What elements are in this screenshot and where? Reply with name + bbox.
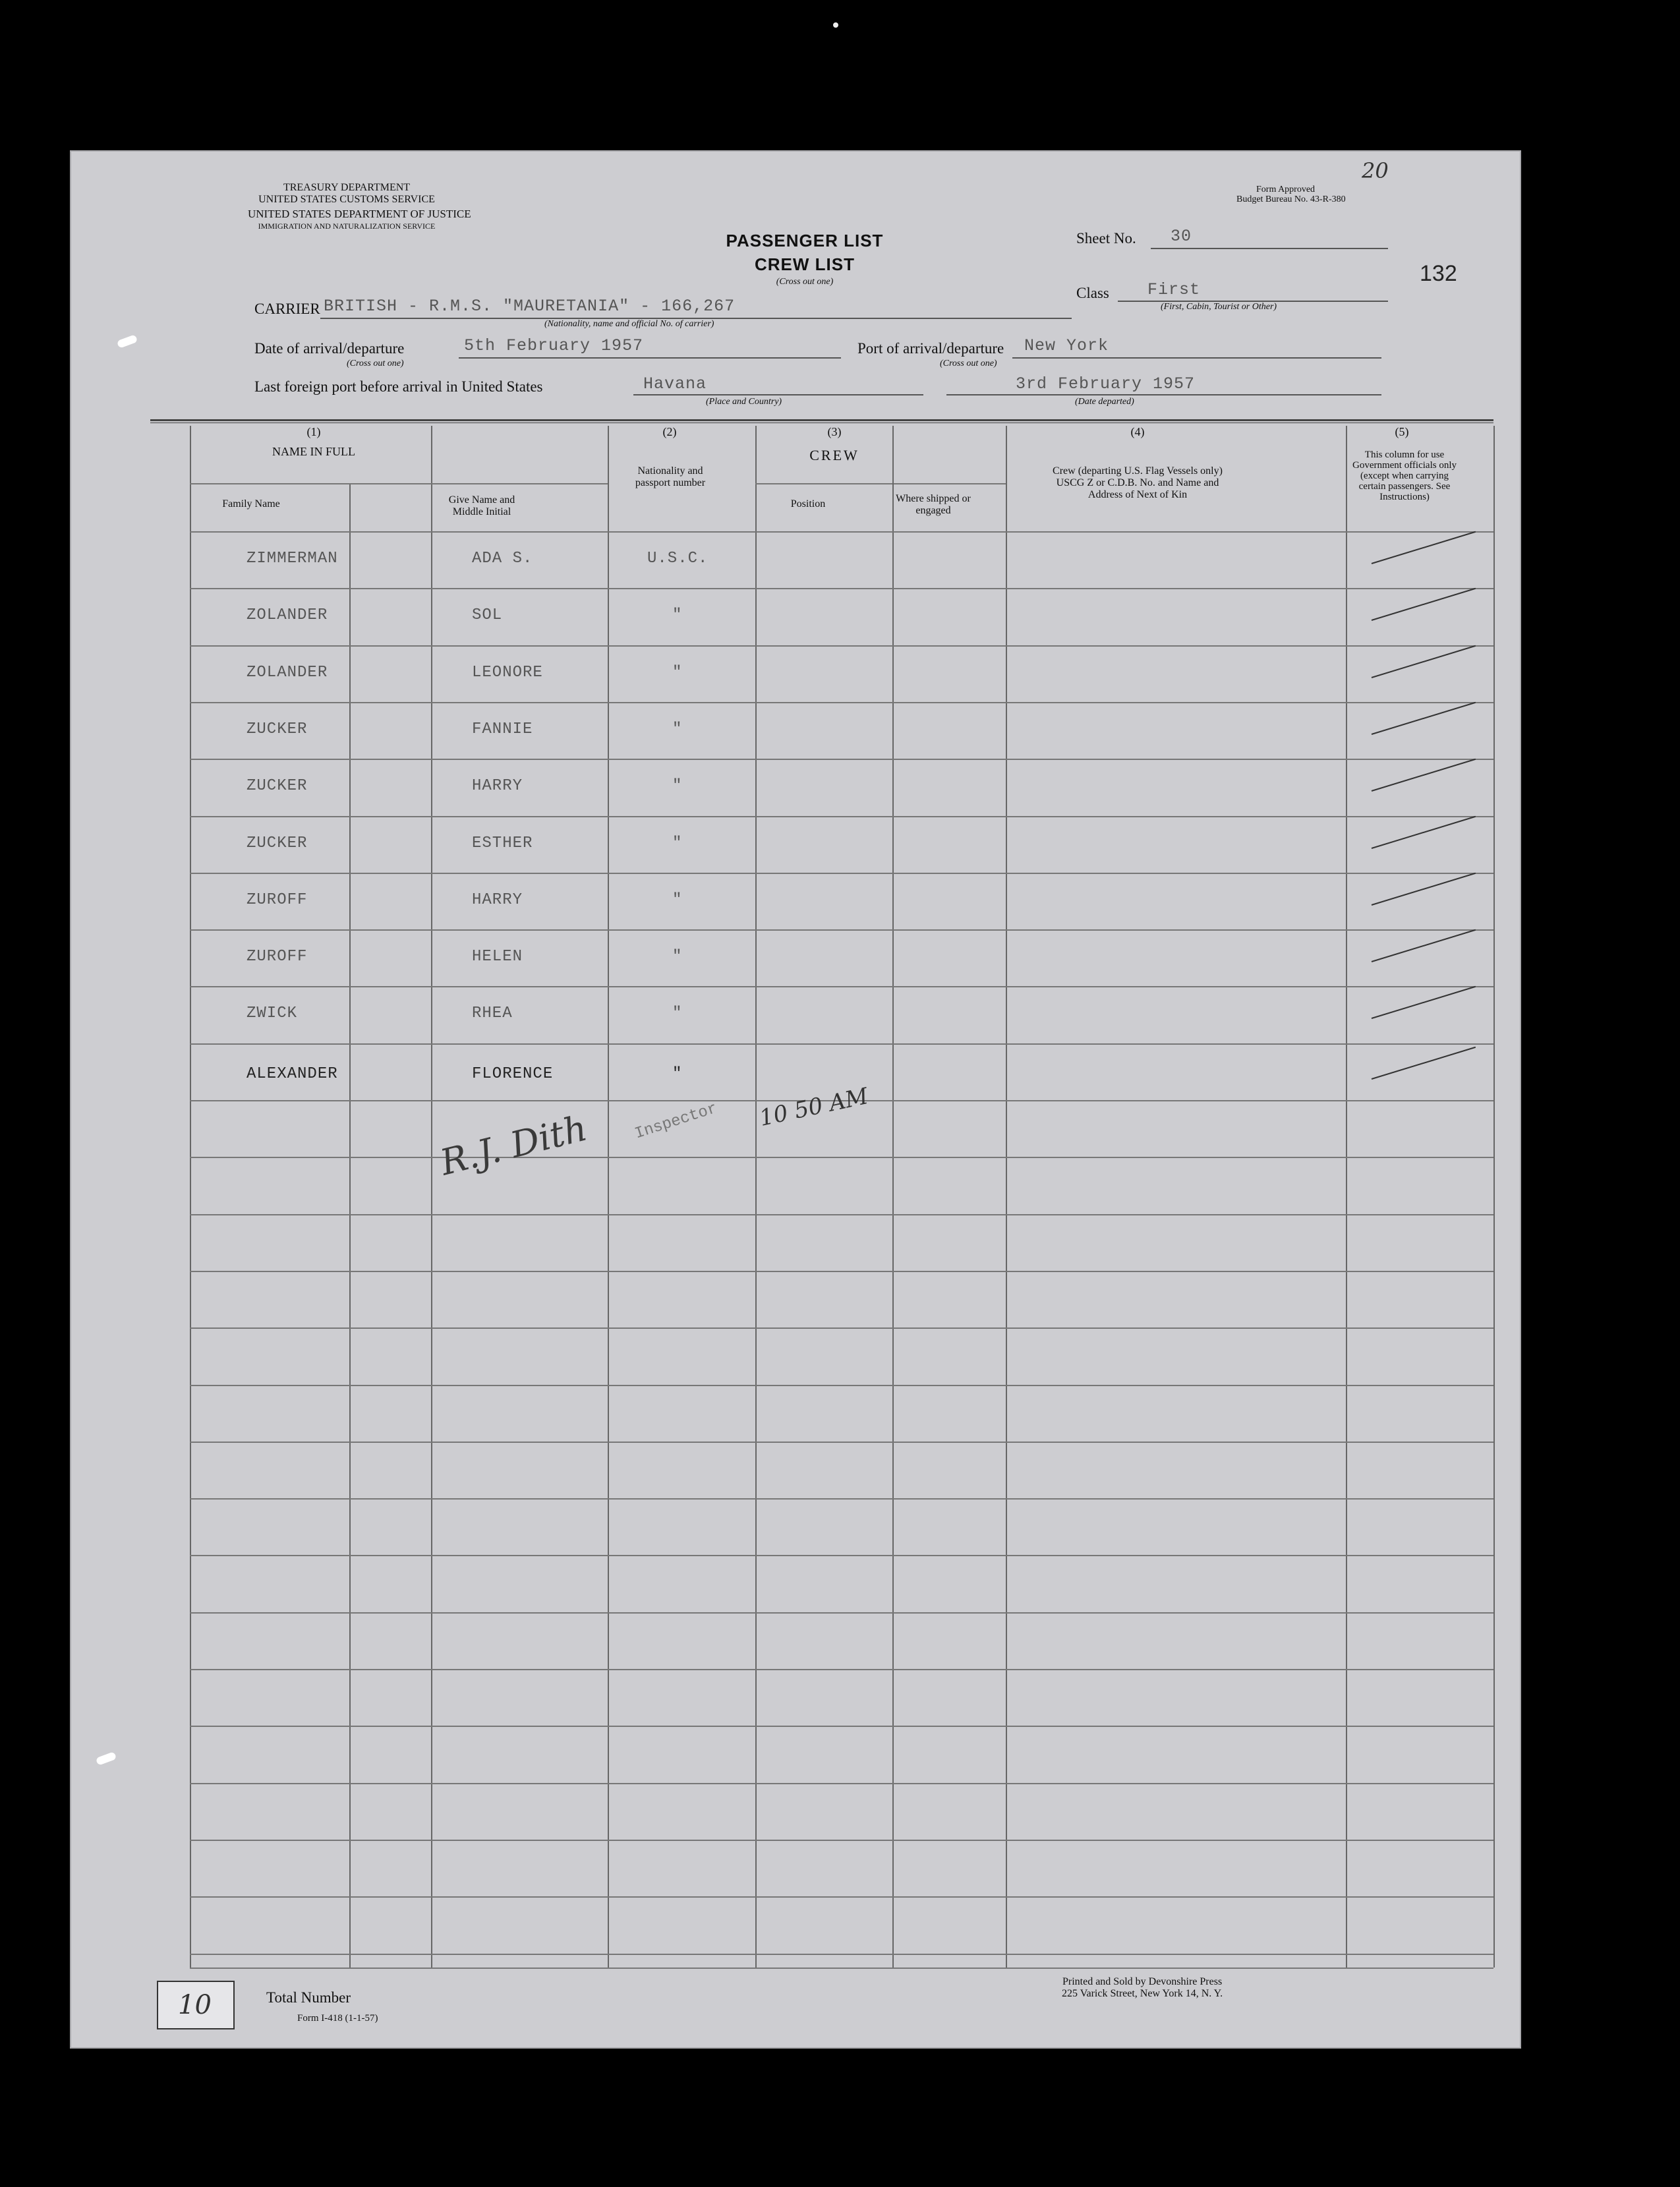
nationality-cell: " (672, 720, 683, 738)
port-value: New York (1024, 336, 1109, 355)
official-check-mark (1372, 588, 1476, 621)
printer-line-1: Printed and Sold by Devonshire Press (1062, 1976, 1223, 1987)
arrival-date-value: 5th February 1957 (464, 336, 644, 355)
row-rule (190, 1157, 1493, 1158)
official-check-mark (1372, 873, 1476, 906)
passenger-list-title: PASSENGER LIST (726, 231, 884, 250)
row-rule (190, 816, 1493, 817)
column-divider (892, 483, 894, 1968)
budget-label: Budget Bureau No. 43-R-380 (1236, 194, 1346, 204)
row-rule (190, 1498, 1493, 1500)
foreign-port-value: Havana (643, 374, 707, 394)
given-name-cell: ADA S. (472, 550, 533, 568)
nationality-cell: U.S.C. (647, 550, 709, 568)
ins-label: IMMIGRATION AND NATURALIZATION SERVICE (258, 221, 436, 231)
class-hint: (First, Cabin, Tourist or Other) (1161, 302, 1277, 312)
row-rule (190, 1669, 1493, 1670)
nationality-cell: " (672, 948, 683, 966)
column-divider (1493, 426, 1495, 1968)
official-check-mark (1372, 816, 1476, 849)
col3-title: CREW (809, 447, 859, 463)
form-number: Form I-418 (1-1-57) (297, 2013, 378, 2024)
official-check-mark (1372, 702, 1476, 735)
nationality-cell: " (672, 834, 683, 852)
col5-number: (5) (1395, 425, 1409, 438)
official-check-mark (1372, 759, 1476, 792)
table-bottom-rule (190, 1968, 1493, 1969)
row-rule (190, 1726, 1493, 1727)
row-rule (190, 1954, 1493, 1955)
header-subdivider (190, 483, 608, 484)
foreign-port-hint: (Place and Country) (706, 397, 782, 407)
printer-line-2: 225 Varick Street, New York 14, N. Y. (1062, 1988, 1223, 1999)
given-name-cell: HARRY (472, 891, 523, 909)
given-name-cell: ESTHER (472, 834, 533, 852)
col1b-title: Give Name and Middle Initial (448, 494, 515, 517)
row-rule (190, 986, 1493, 987)
family-name-cell: ZUROFF (246, 891, 308, 909)
header-subdivider (755, 483, 1006, 484)
arrival-date-hint: (Cross out one) (347, 359, 404, 368)
row-rule (190, 1214, 1493, 1215)
col3b-title: Where shipped or engaged (896, 493, 971, 516)
official-check-mark (1372, 929, 1476, 962)
treasury-label: TREASURY DEPARTMENT (283, 182, 411, 193)
row-rule (190, 645, 1493, 647)
row-rule (190, 873, 1493, 874)
given-name-cell: LEONORE (472, 664, 543, 682)
handwritten-page-number: 20 (1362, 158, 1389, 183)
col5-title: This column for use Government officials only (except when carrying certain passengers. See Instructions) (1352, 450, 1457, 502)
row-rule (190, 1271, 1493, 1272)
col1a-title: Family Name (222, 498, 280, 510)
row-rule (190, 1555, 1493, 1556)
nationality-cell: " (672, 777, 683, 795)
form-approval (1236, 185, 1408, 204)
col3-number: (3) (827, 425, 842, 438)
col4-title: Crew (departing U.S. Flag Vessels only) USCG Z or C.D.B. No. and Name and Address of Next of Kin (1053, 465, 1223, 500)
family-name-cell: ZUCKER (246, 777, 308, 795)
form-approved-label: Form Approved (1256, 185, 1316, 194)
column-divider (1346, 426, 1347, 1968)
class-value: First (1147, 280, 1201, 299)
nationality-cell: " (672, 664, 683, 682)
sheet-no-value: 30 (1171, 227, 1192, 246)
justice-label: UNITED STATES DEPARTMENT OF JUSTICE (248, 208, 471, 220)
family-name-cell: ZOLANDER (246, 606, 328, 624)
port-hint: (Cross out one) (940, 359, 997, 368)
row-rule (190, 929, 1493, 931)
family-name-cell: ALEXANDER (246, 1065, 338, 1083)
col1-number: (1) (306, 425, 321, 438)
foreign-port-label: Last foreign port before arrival in United States (254, 378, 543, 395)
column-divider (190, 426, 191, 1968)
stamp-number: 132 (1420, 261, 1457, 286)
inspector-signature: R.J. Dith (436, 1107, 591, 1184)
scan-dot (833, 22, 838, 28)
col4-number: (4) (1130, 425, 1145, 438)
form-sheet (70, 150, 1521, 2049)
row-rule (190, 1612, 1493, 1614)
agency-header (248, 182, 471, 232)
official-check-mark (1372, 531, 1476, 564)
col2-number: (2) (662, 425, 677, 438)
nationality-cell: " (672, 1065, 683, 1083)
column-divider (1006, 426, 1007, 1968)
total-value: 10 (178, 1990, 212, 2020)
class-label: Class (1076, 285, 1109, 301)
family-name-cell: ZUROFF (246, 948, 308, 966)
row-rule (190, 588, 1493, 589)
nationality-cell: " (672, 606, 683, 624)
column-divider (431, 426, 432, 1968)
crew-list-title: CREW LIST (755, 254, 855, 274)
sheet-no-label: Sheet No. (1076, 230, 1136, 247)
given-name-cell: FANNIE (472, 720, 533, 738)
given-name-cell: RHEA (472, 1005, 513, 1022)
departed-date-hint: (Date departed) (1075, 397, 1134, 407)
arrival-date-label: Date of arrival/departure (254, 340, 405, 357)
official-check-mark (1372, 986, 1476, 1019)
inspection-time: 10 50 AM (757, 1083, 871, 1132)
family-name-cell: ZUCKER (246, 834, 308, 852)
given-name-cell: HELEN (472, 948, 523, 966)
row-rule (190, 759, 1493, 760)
column-divider (755, 426, 757, 1968)
total-box (157, 1981, 235, 2029)
row-rule (190, 702, 1493, 703)
carrier-hint: (Nationality, name and official No. of carrier) (544, 319, 714, 329)
given-name-cell: SOL (472, 606, 503, 624)
given-name-cell: HARRY (472, 777, 523, 795)
col2-title: Nationality and passport number (635, 465, 706, 488)
official-check-mark (1372, 645, 1476, 678)
column-divider (608, 426, 609, 1968)
carrier-value: BRITISH - R.M.S. "MAURETANIA" - 166,267 (324, 297, 736, 316)
family-name-cell: ZWICK (246, 1005, 298, 1022)
inspector-stamp: Inspector (633, 1099, 720, 1144)
nationality-cell: " (672, 1005, 683, 1022)
nationality-cell: " (672, 891, 683, 909)
family-name-cell: ZIMMERMAN (246, 550, 338, 568)
row-rule (190, 1385, 1493, 1386)
given-name-cell: FLORENCE (472, 1065, 554, 1083)
header-bottom-rule (190, 531, 1493, 533)
printer-info (1062, 1976, 1223, 2000)
row-rule (190, 1840, 1493, 1841)
title-cross-out-hint: (Cross out one) (776, 277, 834, 287)
official-check-mark (1372, 1047, 1476, 1080)
port-label: Port of arrival/departure (857, 340, 1004, 357)
col1-title: NAME IN FULL (272, 445, 355, 458)
col3a-title: Position (790, 498, 826, 510)
row-rule (190, 1327, 1493, 1329)
row-rule (190, 1783, 1493, 1784)
row-rule (190, 1896, 1493, 1898)
carrier-label: CARRIER (254, 301, 320, 317)
family-name-cell: ZUCKER (246, 720, 308, 738)
family-name-cell: ZOLANDER (246, 664, 328, 682)
total-label: Total Number (266, 1989, 351, 2006)
row-rule (190, 1442, 1493, 1443)
departed-date-value: 3rd February 1957 (1016, 374, 1196, 394)
column-divider (349, 483, 351, 1968)
row-rule (190, 1043, 1493, 1045)
customs-label: UNITED STATES CUSTOMS SERVICE (258, 194, 435, 205)
